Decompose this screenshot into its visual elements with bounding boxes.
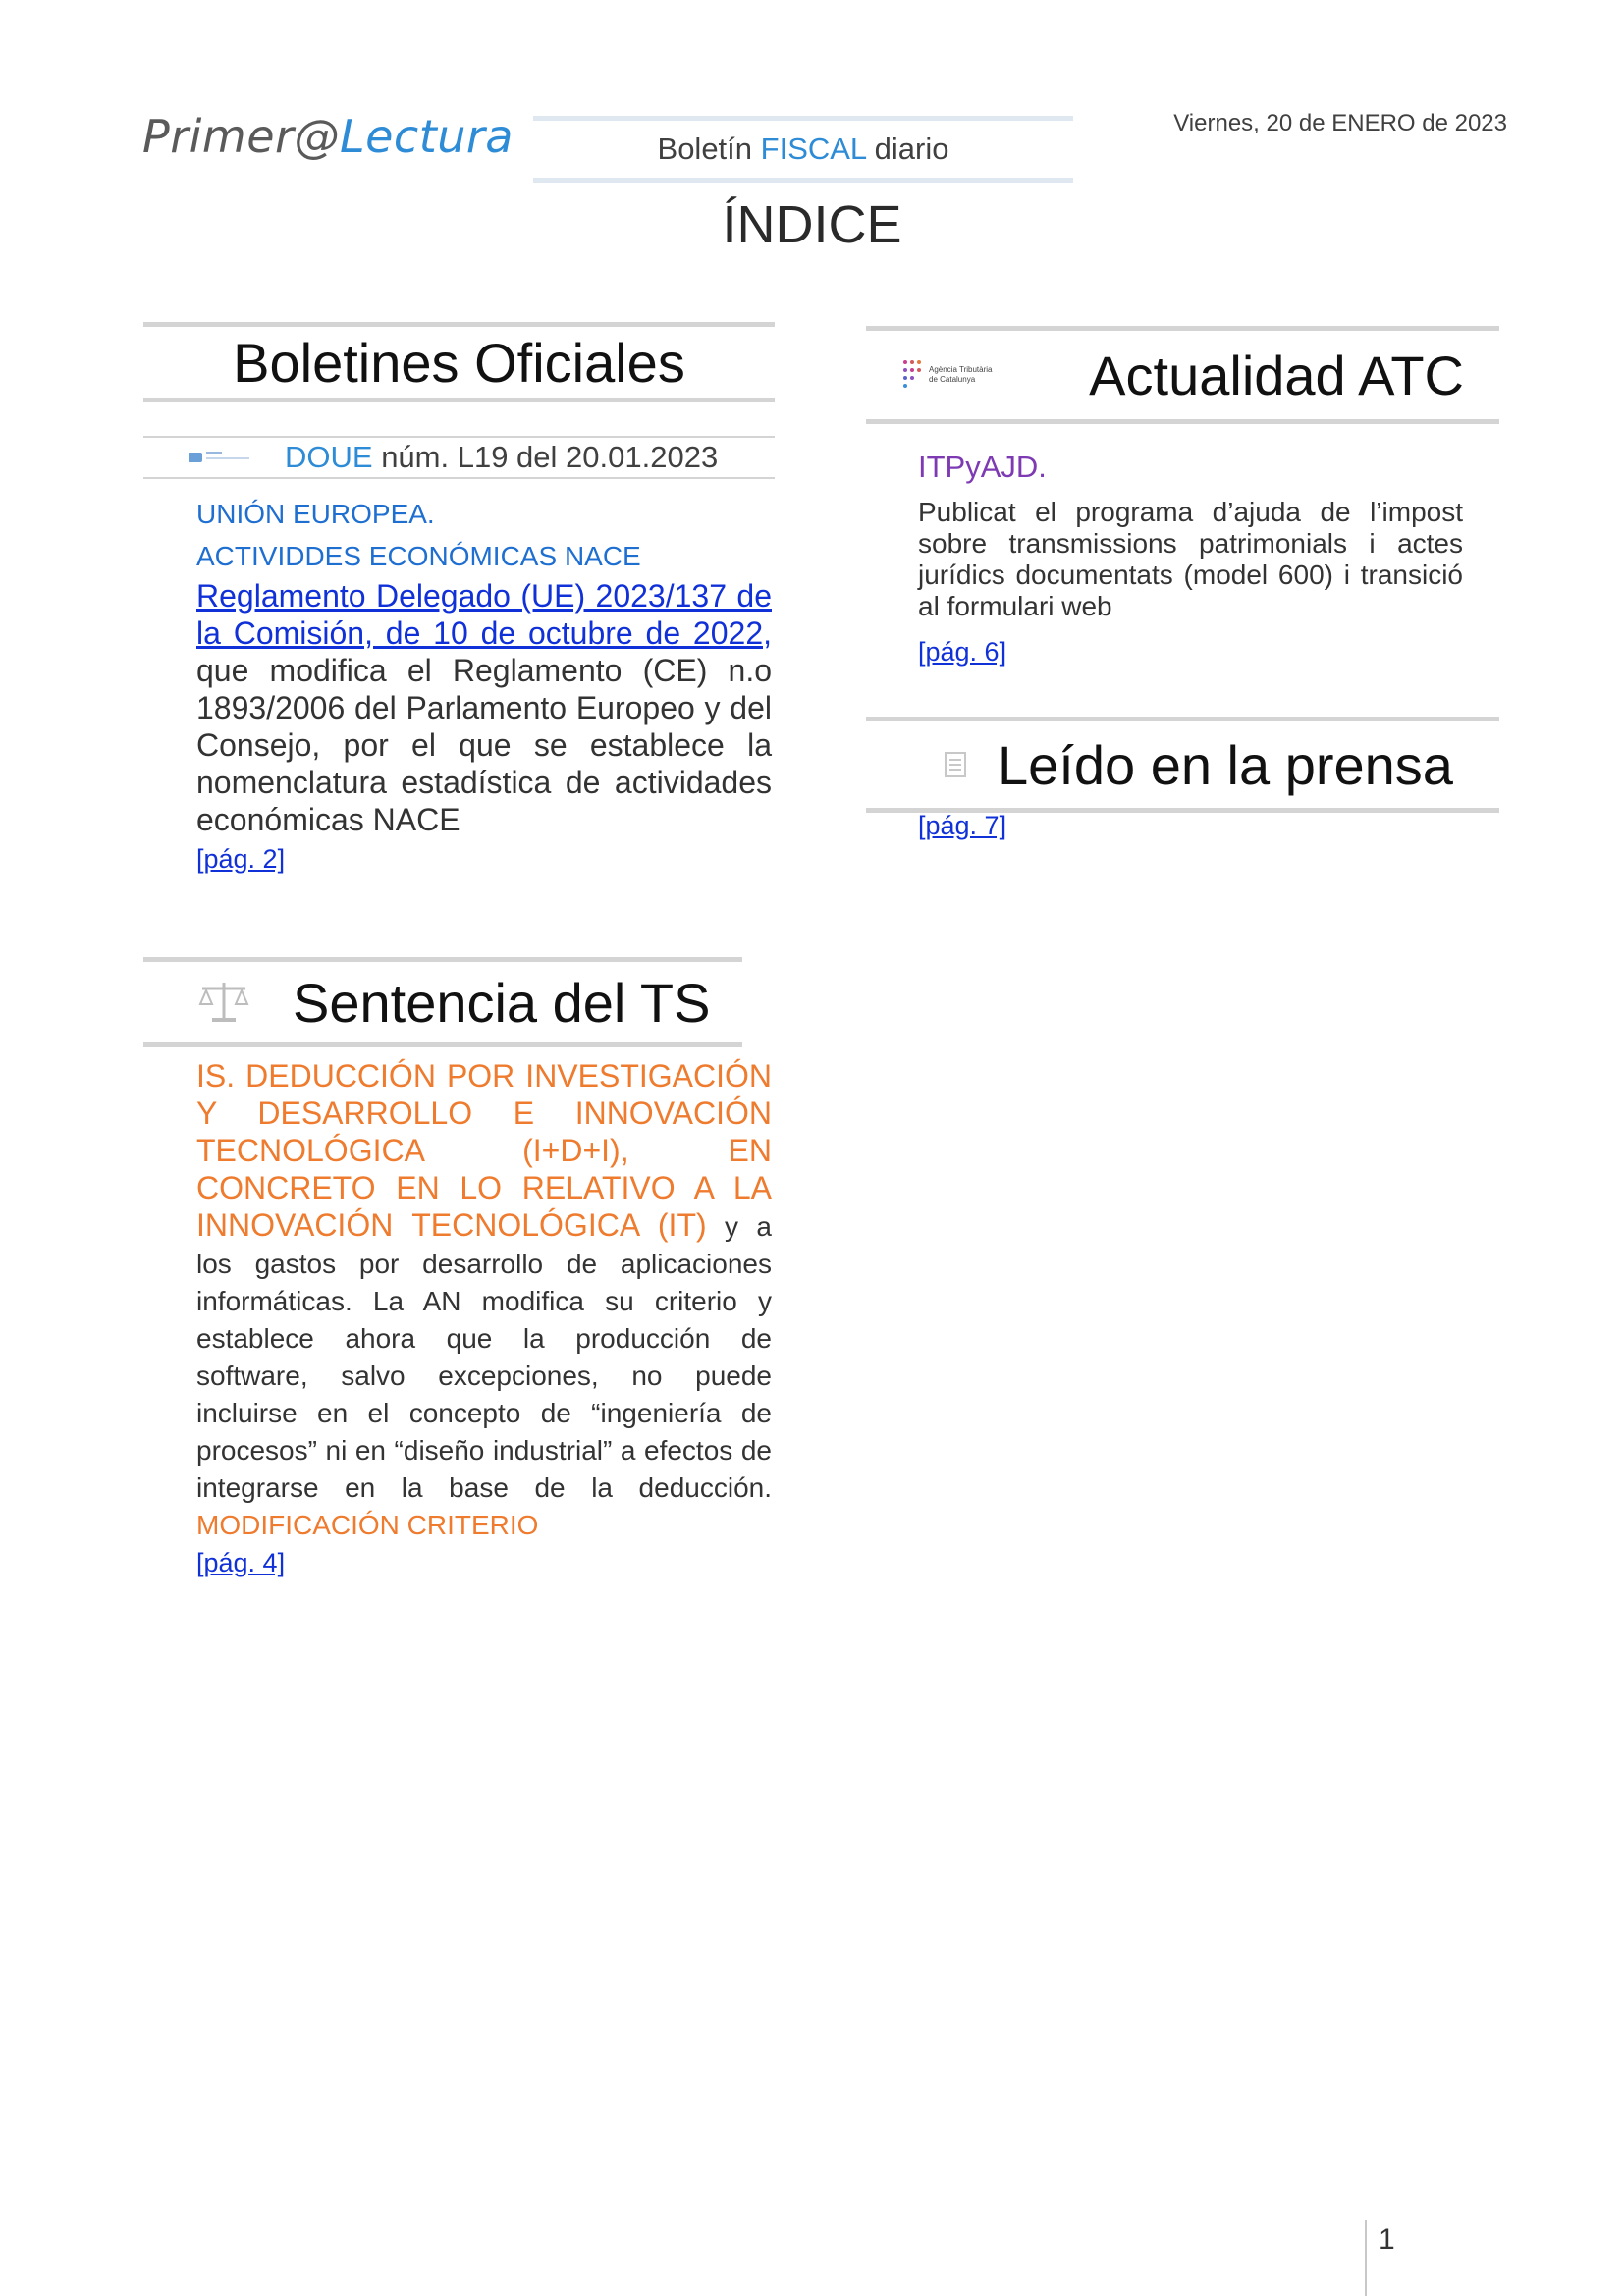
section-title: Sentencia del TS <box>293 971 711 1034</box>
page-link-6[interactable]: [pág. 6] <box>918 637 1007 667</box>
section-title: Boletines Oficiales <box>233 331 685 394</box>
sentencia-body: y a los gastos por desarrollo de aplicaciones informáticas. La AN modifica su criterio y establece ahora que la producción de software, salvo excepciones, no puede incluirse en el concepto de “ingeniería de procesos” ni en “diseño industrial” a efectos de integrarse en la base de la deducción. <box>196 1211 772 1503</box>
atc-topic: ITPyAJD. <box>918 450 1047 484</box>
atc-entry <box>918 497 1463 667</box>
brand-logo <box>142 110 514 163</box>
bulletin-highlight: FISCAL <box>760 132 867 166</box>
page-link-7[interactable]: [pág. 7] <box>918 811 1007 840</box>
atc-dots-icon <box>901 358 923 392</box>
section-title: Actualidad ATC <box>1089 344 1464 406</box>
atc-logo-line2: de Catalunya <box>929 375 976 384</box>
section-boletines-oficiales <box>143 322 775 402</box>
regulation-text: que modifica el Reglamento (CE) n.o 1893/2006 del Parlamento Europeo y del Consejo, por el que se establece la nomenclatura estadística de actividades económicas NACE <box>196 653 772 837</box>
doue-label: DOUE <box>285 440 373 474</box>
page-number: 1 <box>1379 2223 1395 2256</box>
footer-divider <box>1365 2220 1367 2296</box>
atc-body: Publicat el programa d’ajuda de l’impost sobre transmissions patrimonials i actes jurídics documentats (model 600) i transició al formulari web <box>918 497 1463 621</box>
atc-logo <box>901 353 1014 398</box>
page-link-4[interactable]: [pág. 4] <box>196 1548 286 1577</box>
atc-logo-line1: Agència Tributària <box>929 365 993 374</box>
regulation-entry <box>196 577 772 878</box>
section-leido-en-la-prensa <box>866 717 1499 813</box>
doue-logo-icon <box>187 447 255 468</box>
regulation-link[interactable]: Reglamento Delegado (UE) 2023/137 de la Comisión, de 10 de octubre de 2022, <box>196 578 772 651</box>
section-sentencia-ts <box>143 957 742 1047</box>
page-link-2[interactable]: [pág. 2] <box>196 844 286 874</box>
brand-part-lectura: Lectura <box>339 110 514 163</box>
bulletin-prefix: Boletín <box>657 132 761 166</box>
doue-detail: núm. L19 del 20.01.2023 <box>372 440 719 474</box>
newspaper-icon <box>945 752 966 777</box>
eu-heading: UNIÓN EUROPEA. <box>196 499 435 529</box>
sentencia-heading: IS. DEDUCCIÓN POR INVESTIGACIÓN Y DESARROLLO E INNOVACIÓN TECNOLÓGICA (I+D+I), EN CONCRETO EN LO RELATIVO A LA INNOVACIÓN TECNOLÓGICA (IT) <box>196 1058 772 1243</box>
index-title: ÍNDICE <box>722 195 902 254</box>
section-title: Leído en la prensa <box>998 733 1453 796</box>
doue-bar <box>143 436 775 479</box>
sentencia-tag: MODIFICACIÓN CRITERIO <box>196 1510 539 1540</box>
doue-reference <box>285 440 718 475</box>
bulletin-title <box>533 116 1073 183</box>
bulletin-suffix: diario <box>866 132 949 166</box>
prensa-entry <box>918 811 1463 841</box>
nace-heading: ACTIVIDDES ECONÓMICAS NACE <box>196 541 641 571</box>
scales-of-justice-icon <box>196 979 251 1026</box>
sentencia-entry <box>196 1057 772 1581</box>
brand-part-primer: Primer@ <box>142 110 340 163</box>
section-actualidad-atc <box>866 326 1499 424</box>
publication-date: Viernes, 20 de ENERO de 2023 <box>1173 110 1507 136</box>
